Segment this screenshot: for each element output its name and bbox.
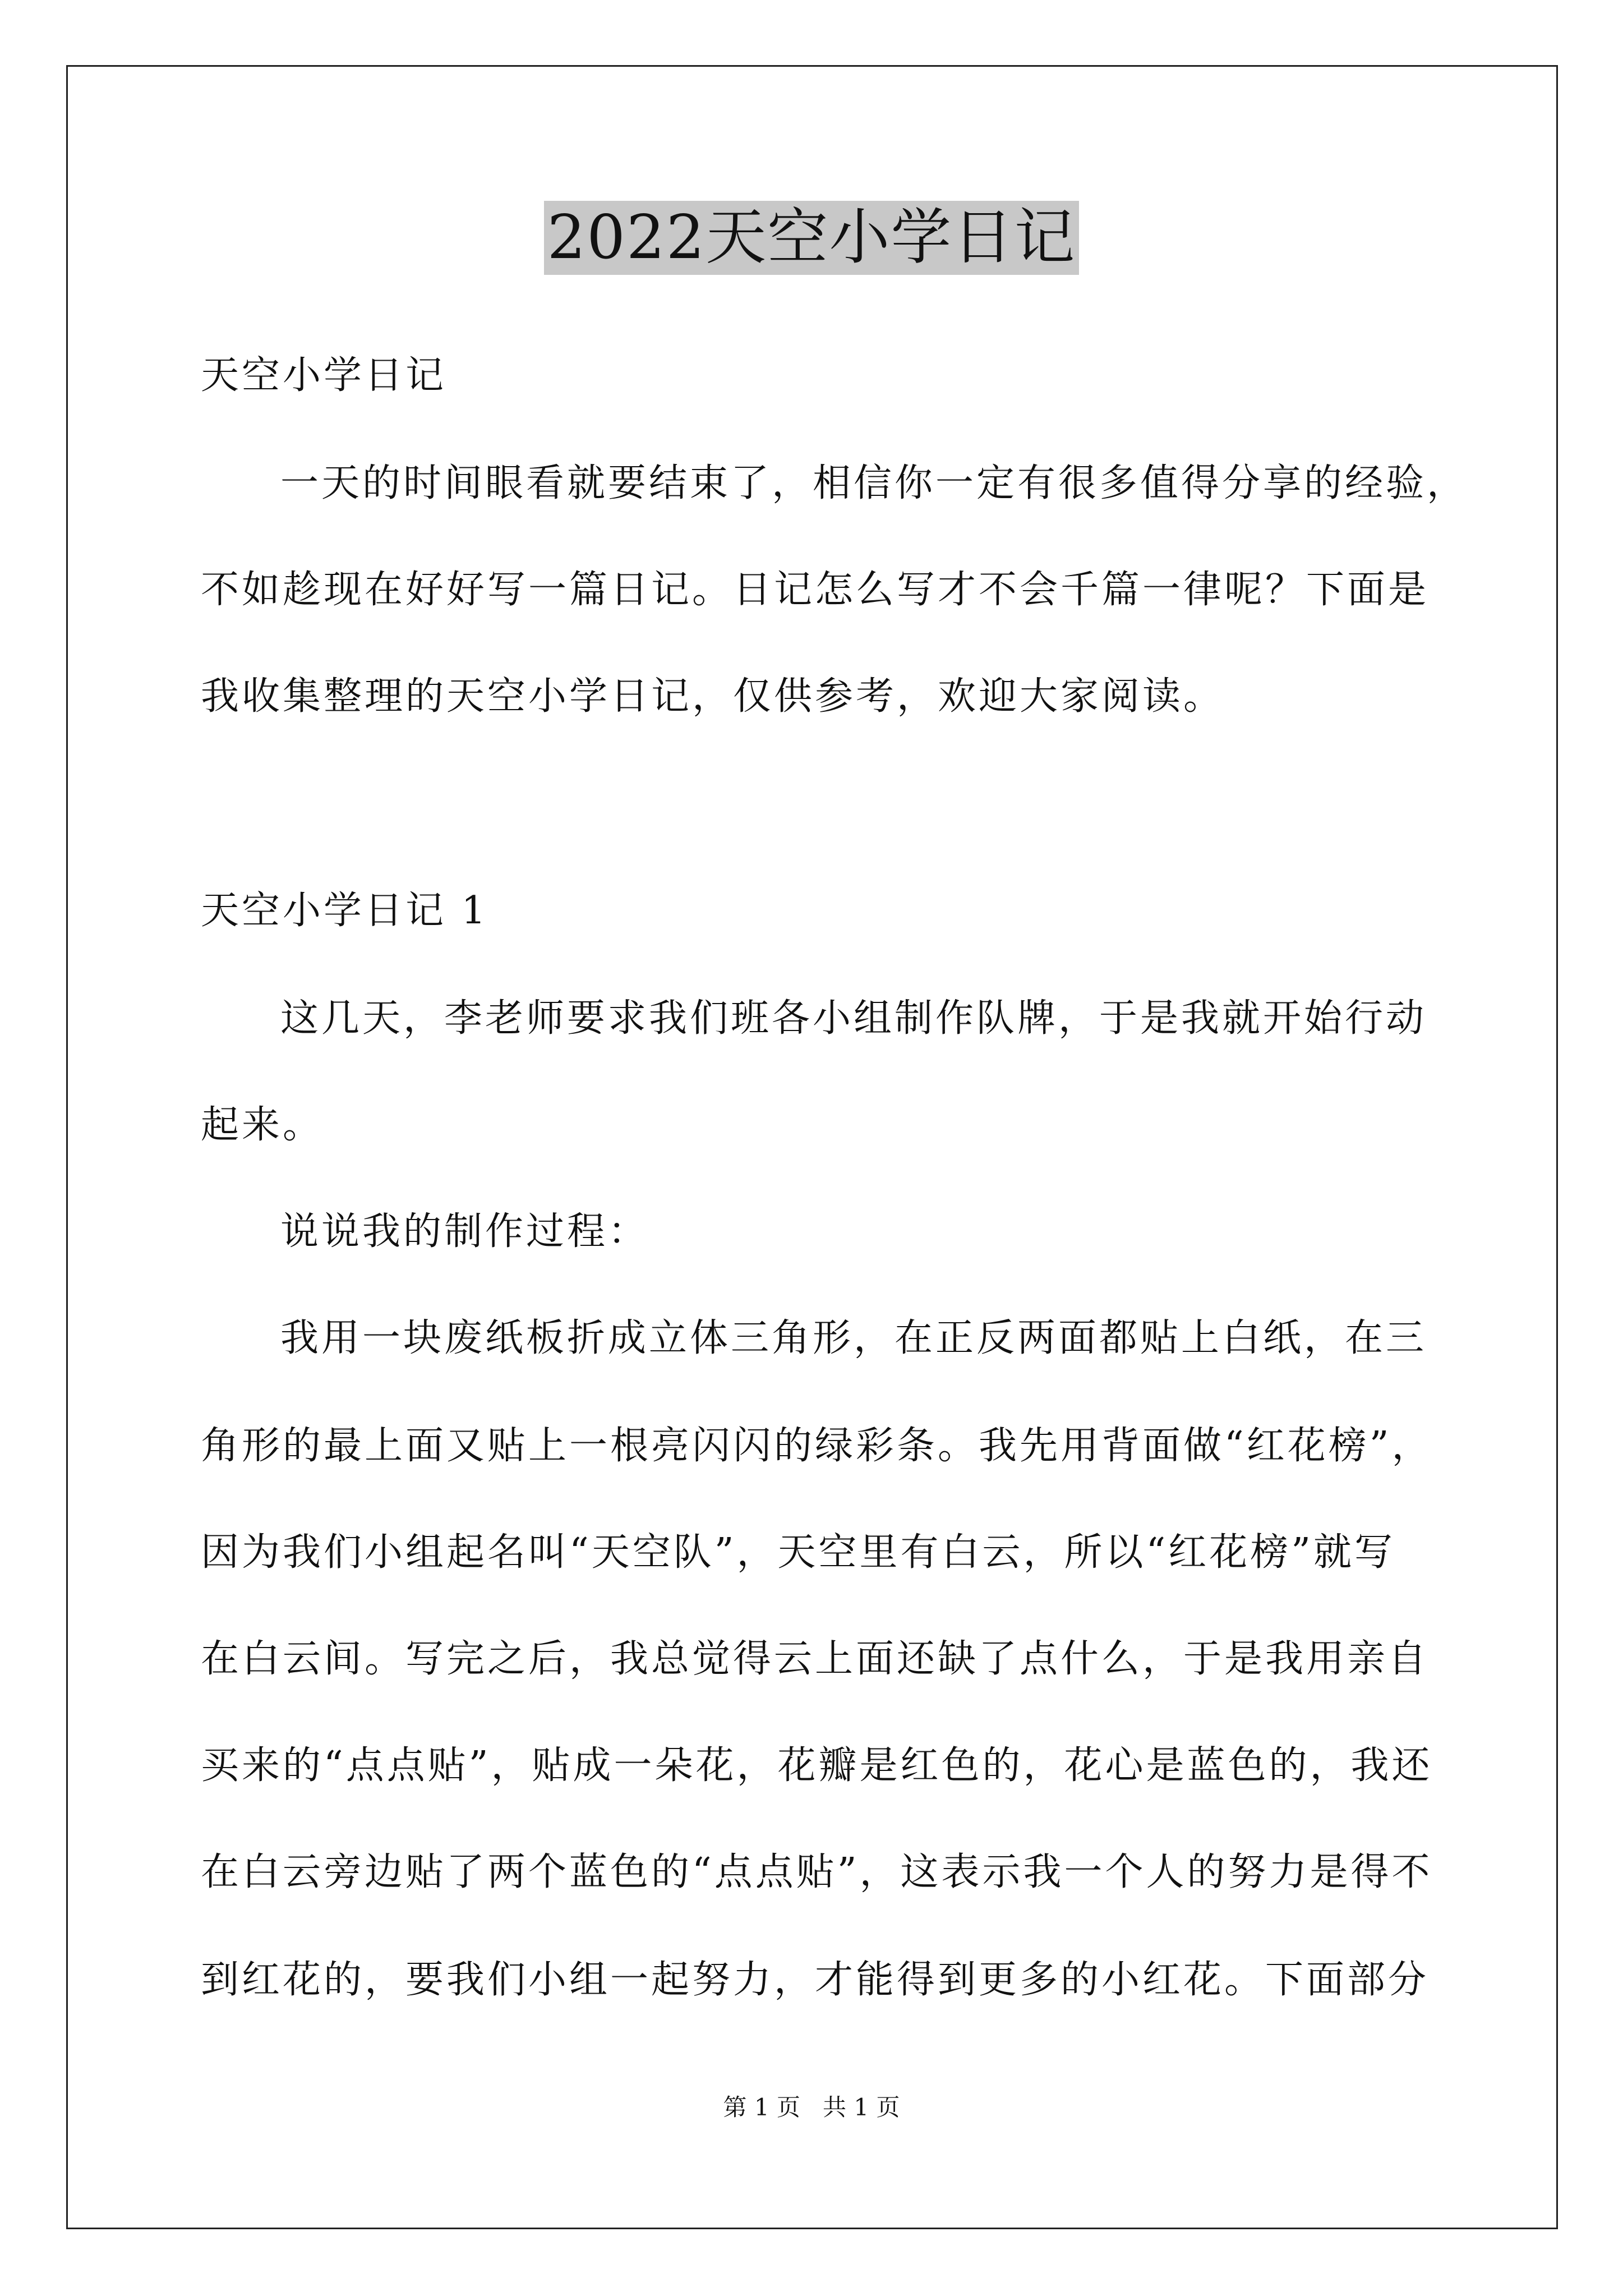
para2-line: 说说我的制作过程： <box>280 1209 649 1254</box>
para3-line-7: 到红花的，要我们小组一起努力，才能得到更多的小红花。下面部分 <box>201 1958 1430 2002</box>
para3-line-6: 在白云旁边贴了两个蓝色的“点点贴”，这表示我一个人的努力是得不 <box>201 1850 1433 1894</box>
para3-line-5: 买来的“点点贴”，贴成一朵花，花瓣是红色的，花心是蓝色的，我还 <box>201 1743 1433 1788</box>
para3-line-4: 在白云间。写完之后，我总觉得云上面还缺了点什么，于是我用亲自 <box>201 1637 1430 1681</box>
section-heading: 天空小学日记 1 <box>201 889 488 933</box>
intro-line-2: 不如趁现在好好写一篇日记。日记怎么写才不会千篇一律呢？下面是 <box>201 568 1430 612</box>
para3-line-1: 我用一块废纸板折成立体三角形，在正反两面都贴上白纸，在三 <box>280 1316 1427 1360</box>
para3-line-3: 因为我们小组起名叫“天空队”，天空里有白云，所以“红花榜”就写 <box>201 1530 1396 1575</box>
title-container <box>0 201 1623 275</box>
para1-line-1: 这几天，李老师要求我们班各小组制作队牌，于是我就开始行动 <box>280 996 1427 1041</box>
para1-line-2: 起来。 <box>201 1103 324 1147</box>
intro-line-3: 我收集整理的天空小学日记，仅供参考，欢迎大家阅读。 <box>201 674 1225 719</box>
subtitle: 天空小学日记 <box>201 353 447 398</box>
para3-line-2: 角形的最上面又贴上一根亮闪闪的绿彩条。我先用背面做“红花榜”， <box>201 1424 1433 1468</box>
page-footer: 第 1 页 共 1 页 <box>723 2093 900 2121</box>
document-title: 2022天空小学日记 <box>544 201 1080 275</box>
intro-line-1: 一天的时间眼看就要结束了，相信你一定有很多值得分享的经验， <box>280 461 1468 505</box>
